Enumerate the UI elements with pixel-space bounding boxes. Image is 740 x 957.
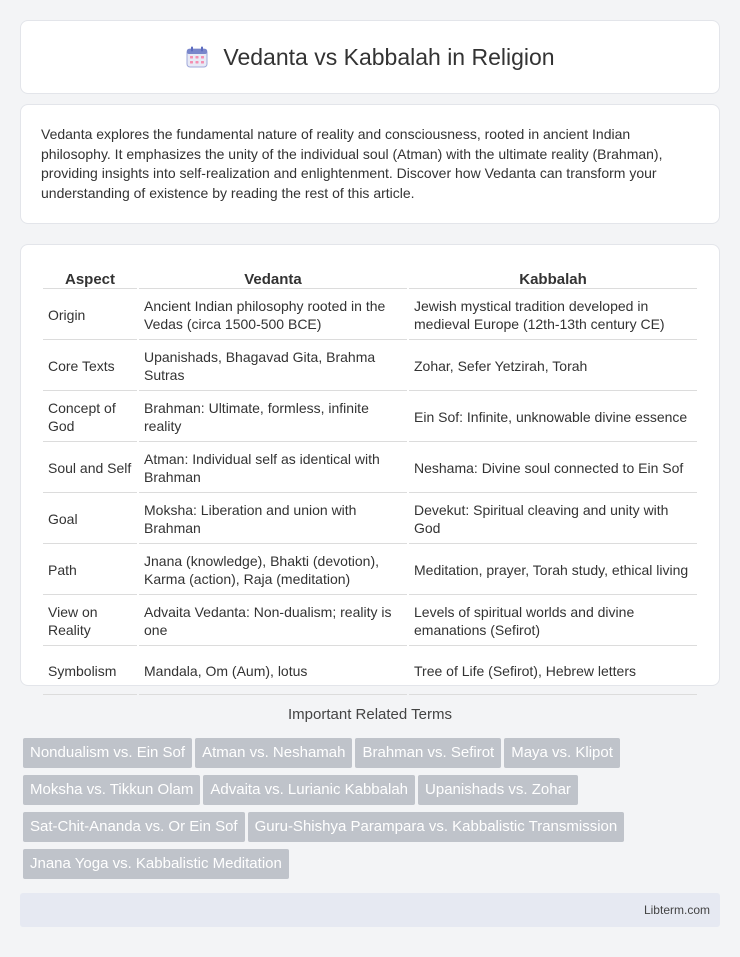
intro-card [20,104,720,224]
table-cell: Atman: Individual self as identical with Brahman [139,444,407,493]
table-cell: Core Texts [43,342,137,391]
related-term-tag[interactable]: Upanishads vs. Zohar [418,775,578,805]
table-cell: View on Reality [43,597,137,646]
footer-site[interactable]: Libterm.com [643,903,710,917]
table-cell: Devekut: Spiritual cleaving and unity with God [409,495,697,544]
calendar-icon [185,45,209,69]
table-row [43,648,697,695]
related-term-tag[interactable]: Nondualism vs. Ein Sof [23,738,192,768]
column-header: Aspect [43,267,137,289]
table-cell: Jewish mystical tradition developed in medieval Europe (12th-13th century CE) [409,291,697,340]
table-row [43,444,697,493]
comparison-table [41,265,699,697]
table-cell: Soul and Self [43,444,137,493]
table-cell: Meditation, prayer, Torah study, ethical living [409,546,697,595]
table-cell: Brahman: Ultimate, formless, infinite reality [139,393,407,442]
table-row [43,291,697,340]
table-cell: Neshama: Divine soul connected to Ein Sof [409,444,697,493]
related-term-tag[interactable]: Sat-Chit-Ananda vs. Or Ein Sof [23,812,245,842]
table-cell: Jnana (knowledge), Bhakti (devotion), Karma (action), Raja (meditation) [139,546,407,595]
related-term-tag[interactable]: Guru-Shishya Parampara vs. Kabbalistic Transmission [248,812,625,842]
table-cell: Origin [43,291,137,340]
table-cell: Ein Sof: Infinite, unknowable divine essence [409,393,697,442]
table-header-row [43,267,697,289]
column-header: Kabbalah [409,267,697,289]
table-cell: Path [43,546,137,595]
related-term-tag[interactable]: Advaita vs. Lurianic Kabbalah [203,775,415,805]
table-cell: Tree of Life (Sefirot), Hebrew letters [409,648,697,695]
related-term-tag[interactable]: Brahman vs. Sefirot [355,738,501,768]
table-row [43,342,697,391]
table-cell: Zohar, Sefer Yetzirah, Torah [409,342,697,391]
comparison-card [20,244,720,686]
intro-text: Vedanta explores the fundamental nature of reality and consciousness, rooted in ancient Indian philosophy. It emphasizes the unity of the individual soul (Atman) with the ultimate reality (Brahman), providing insights into self-realization and enlightenment. Discover how Vedanta can transform your understanding of existence by reading the rest of this article. [41,126,663,201]
table-row [43,546,697,595]
table-cell: Levels of spiritual worlds and divine emanations (Sefirot) [409,597,697,646]
page-title: Vedanta vs Kabbalah in Religion [223,43,555,70]
table-cell: Concept of God [43,393,137,442]
table-cell: Ancient Indian philosophy rooted in the Vedas (circa 1500-500 BCE) [139,291,407,340]
related-terms-list [23,738,723,886]
table-cell: Mandala, Om (Aum), lotus [139,648,407,695]
table-cell: Upanishads, Bhagavad Gita, Brahma Sutras [139,342,407,391]
table-cell: Moksha: Liberation and union with Brahman [139,495,407,544]
table-row [43,597,697,646]
related-term-tag[interactable]: Atman vs. Neshamah [195,738,352,768]
related-terms-title: Important Related Terms [288,706,452,723]
footer [20,893,720,927]
related-term-tag[interactable]: Jnana Yoga vs. Kabbalistic Meditation [23,849,289,879]
title-card [20,20,720,94]
table-cell: Advaita Vedanta: Non-dualism; reality is one [139,597,407,646]
table-row [43,495,697,544]
table-cell: Goal [43,495,137,544]
table-cell: Symbolism [43,648,137,695]
table-row [43,393,697,442]
related-term-tag[interactable]: Moksha vs. Tikkun Olam [23,775,200,805]
column-header: Vedanta [139,267,407,289]
related-term-tag[interactable]: Maya vs. Klipot [504,738,620,768]
